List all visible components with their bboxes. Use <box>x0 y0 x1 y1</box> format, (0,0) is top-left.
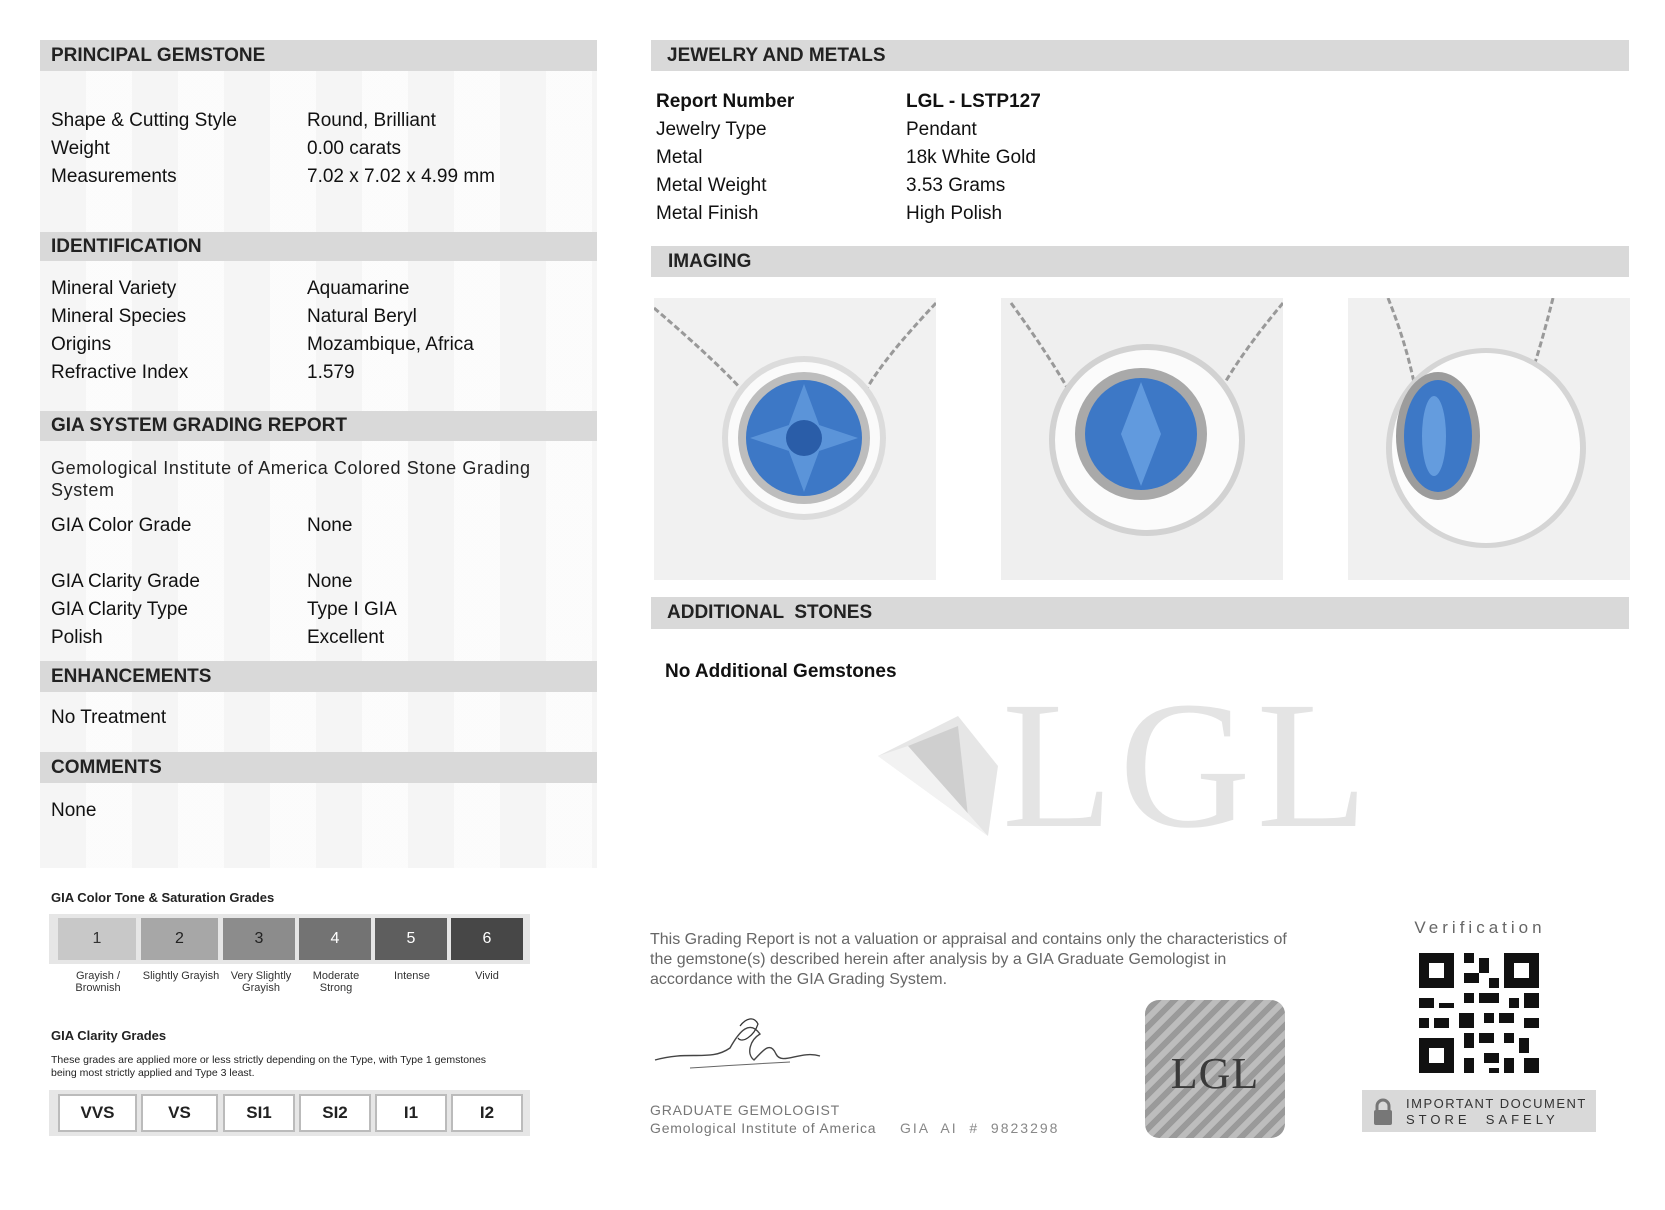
section-title: JEWELRY AND METALS <box>667 44 886 66</box>
field-label: Shape & Cutting Style <box>51 110 237 131</box>
qr-code[interactable] <box>1414 948 1544 1078</box>
hologram-logo-text: LGL <box>1170 1049 1260 1098</box>
section-header-jewelry <box>651 40 1629 71</box>
color-tone-label: Intense <box>393 970 431 982</box>
field-label: Measurements <box>51 166 177 187</box>
field-label: Metal <box>656 147 703 168</box>
field-label: Report Number <box>656 91 795 112</box>
field-value: None <box>307 515 353 536</box>
clarity-grade-si1: SI1 <box>223 1094 295 1132</box>
color-tone-label: Moderate Strong <box>312 970 360 994</box>
field-value: 3.53 Grams <box>906 175 1006 196</box>
color-tone-label: Vivid <box>475 970 499 982</box>
notice-line1: IMPORTANT DOCUMENT <box>1406 1096 1587 1111</box>
section-header-comments <box>40 752 597 783</box>
field-value: Aquamarine <box>307 278 410 299</box>
field-value: Pendant <box>906 119 977 140</box>
section-title: ENHANCEMENTS <box>51 665 212 687</box>
color-tone-grade-3: 3 <box>223 918 295 960</box>
field-value: Excellent <box>307 627 385 648</box>
enhancements-value: No Treatment <box>51 707 167 728</box>
gia-ai-number: GIA AI # 9823298 <box>900 1120 1060 1136</box>
color-tone-title: GIA Color Tone & Saturation Grades <box>51 890 275 905</box>
notice-line2: STORE SAFELY <box>1406 1112 1559 1127</box>
section-header-principal <box>40 40 597 71</box>
field-label: GIA Clarity Type <box>51 599 188 620</box>
lgl-logo-watermark <box>862 665 1374 866</box>
signature-org: Gemological Institute of America <box>650 1120 877 1136</box>
section-title: PRINCIPAL GEMSTONE <box>51 44 266 66</box>
field-label: Origins <box>51 334 112 355</box>
field-value: Type I GIA <box>307 599 397 620</box>
field-value: LGL - LSTP127 <box>906 91 1041 112</box>
field-value: Round, Brilliant <box>307 110 436 131</box>
watermark-band <box>40 783 597 868</box>
field-label: Mineral Species <box>51 306 187 327</box>
hologram-seal <box>1145 1000 1285 1138</box>
color-tone-label: Very Slightly Grayish <box>230 970 292 994</box>
field-label: GIA Color Grade <box>51 515 192 536</box>
color-tone-label: Grayish / Brownish <box>75 970 121 994</box>
section-title: GIA SYSTEM GRADING REPORT <box>51 415 347 436</box>
section-header-identification <box>40 232 597 261</box>
section-title: IMAGING <box>668 250 752 272</box>
section-header-gia-report <box>40 411 597 441</box>
gia-description: Gemological Institute of America Colored Stone Grading System <box>51 458 531 500</box>
clarity-grade-i1: I1 <box>375 1094 447 1132</box>
disclaimer-text: This Grading Report is not a valuation or appraisal and contains only the characteristics of the gemstone(s) described herein after analysis by a GIA Graduate Gemologist in accordance with the GIA Grading System. <box>650 931 1287 988</box>
field-value: Natural Beryl <box>307 306 417 327</box>
clarity-grade-si2: SI2 <box>299 1094 371 1132</box>
lgl-logo-text: LGL <box>1002 665 1374 866</box>
clarity-grade-vvs: VVS <box>58 1094 137 1132</box>
color-tone-grade-2: 2 <box>141 918 218 960</box>
clarity-title: GIA Clarity Grades <box>51 1028 167 1043</box>
section-header-imaging <box>651 246 1629 277</box>
color-tone-grade-1: 1 <box>58 918 136 960</box>
field-label: Metal Weight <box>656 175 767 196</box>
lock-icon <box>1372 1098 1394 1126</box>
signature-role: GRADUATE GEMOLOGIST <box>650 1102 840 1118</box>
clarity-note: These grades are applied more or less strictly depending on the Type, with Type 1 gemstones being most strictly applied and Type 3 least. <box>51 1054 487 1079</box>
color-tone-grade-4: 4 <box>299 918 371 960</box>
section-title: COMMENTS <box>51 756 162 778</box>
section-header-additional <box>651 597 1629 629</box>
clarity-grade-vs: VS <box>141 1094 218 1132</box>
field-label: Jewelry Type <box>656 119 767 140</box>
verification-title: Verification <box>1414 918 1546 937</box>
field-label: Metal Finish <box>656 203 759 224</box>
comments-value: None <box>51 800 97 821</box>
pendant-photo-angle <box>1001 298 1283 580</box>
field-label: GIA Clarity Grade <box>51 571 200 592</box>
additional-stones-value: No Additional Gemstones <box>665 661 897 682</box>
color-tone-grade-5: 5 <box>375 918 447 960</box>
important-document-notice <box>1362 1090 1596 1132</box>
field-label: Polish <box>51 627 103 648</box>
pendant-photo-front <box>654 298 936 580</box>
color-tone-label: Slightly Grayish <box>142 970 220 982</box>
field-label: Weight <box>51 138 110 159</box>
field-value: Mozambique, Africa <box>307 334 474 355</box>
section-header-enhancements <box>40 661 597 692</box>
field-label: Refractive Index <box>51 362 189 383</box>
color-tone-grade-6: 6 <box>451 918 523 960</box>
field-value: 7.02 x 7.02 x 4.99 mm <box>307 166 495 187</box>
section-title: IDENTIFICATION <box>51 235 202 257</box>
field-value: 1.579 <box>307 362 355 383</box>
field-value: None <box>307 571 353 592</box>
pendant-photo-side <box>1348 298 1630 580</box>
field-label: Mineral Variety <box>51 278 177 299</box>
diamond-logo-icon <box>868 696 1018 846</box>
field-value: 0.00 carats <box>307 138 401 159</box>
clarity-grade-i2: I2 <box>451 1094 523 1132</box>
signature-image <box>650 1010 830 1080</box>
section-title: ADDITIONAL STONES <box>667 602 873 623</box>
field-value: High Polish <box>906 203 1003 224</box>
field-value: 18k White Gold <box>906 147 1036 168</box>
